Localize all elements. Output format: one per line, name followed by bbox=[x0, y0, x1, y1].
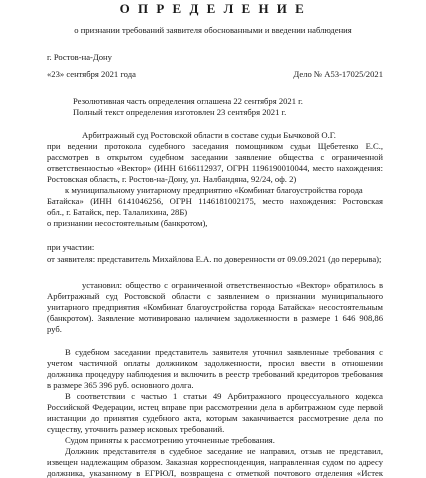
full-text-note: Полный текст определения изготовлен 23 сентября 2021 г. bbox=[73, 107, 287, 117]
body-line: Ростовская область, г. Ростов-на-Дону, ул. Налбандяна, 92/24, оф. 2) bbox=[47, 174, 297, 184]
article-line: существу, уточнить размер исковых требований. bbox=[47, 424, 225, 434]
hearing-line: в размере 365 396 руб. основного долга. bbox=[47, 380, 194, 390]
date-case-row bbox=[47, 69, 383, 79]
body-line: ответственностью «Вектор» (ИНН 6166112937, ОГРН 1196190010044, место нахождения: bbox=[47, 163, 383, 173]
body-line: о признании несостоятельным (банкротом), bbox=[47, 218, 208, 228]
hearing-line: должника процедуру наблюдения и включить в реестр требований кредиторов требования bbox=[47, 369, 383, 379]
established-line: (банкротом). Заявление мотивировано наличием задолженности в размере 1 646 908,86 bbox=[47, 313, 383, 323]
article-line: Судом приняты к рассмотрению уточненные требования. bbox=[65, 435, 275, 445]
article-line: инстанции до принятия судебного акта, которым заканчивается рассмотрение дела по bbox=[47, 413, 383, 423]
city: г. Ростов-на-Дону bbox=[47, 52, 112, 62]
ruling-date: «23» сентября 2021 года bbox=[47, 69, 136, 79]
debtor-line: должника, указанному в ЕГРЮЛ, возвращена с отметкой почтового отделения «Истек bbox=[47, 468, 383, 478]
established-line: унитарного предприятия «Комбинат благоустройства города Батайска» несостоятельным bbox=[47, 302, 383, 312]
body-line: при ведении протокола судебного заседания помощником судьи Щебетенко Е.С., bbox=[47, 141, 383, 151]
case-number: Дело № А53-17025/2021 bbox=[293, 69, 383, 79]
participants-line: от заявителя: представитель Михайлова Е.А. по доверенности от 09.09.2021 (до перерыва); bbox=[47, 254, 382, 264]
operative-part-note: Резолютивная часть определения оглашена 22 сентября 2021 г. bbox=[73, 96, 303, 106]
established-line: руб. bbox=[47, 324, 62, 334]
body-line: обл., г. Батайск, пер. Талалихина, 28Б) bbox=[47, 207, 188, 217]
document-subtitle: о признании требований заявителя обоснованными и введении наблюдения bbox=[74, 25, 352, 35]
hearing-line: В судебном заседании представитель заявителя уточнил заявленные требования с bbox=[65, 347, 383, 357]
debtor-line: извещен надлежащим образом. Заказная корреспонденция, направленная судом по адресу bbox=[47, 457, 383, 467]
established-line: Арбитражный суд Ростовской области с заявлением о признании муниципального bbox=[47, 291, 383, 301]
body-line: к муниципальному унитарному предприятию «Комбинат благоустройства города bbox=[65, 185, 363, 195]
article-line: Российской Федерации, истец вправе при рассмотрении дела в арбитражном суде первой bbox=[47, 402, 383, 412]
debtor-line: Должник представителя в судебное заседание не направил, отзыв не представил, bbox=[65, 446, 383, 456]
established-line: установил: общество с ограниченной ответственностью «Вектор» обратилось в bbox=[82, 280, 383, 290]
body-line: рассмотрев в открытом судебном заседании заявление общества с ограниченной bbox=[47, 152, 383, 162]
hearing-line: учетом частичной оплаты должником задолженности, просил ввести в отношении bbox=[47, 358, 383, 368]
body-line: Батайска» (ИНН 6141046256, ОГРН 1146181002175, место нахождения: Ростовская bbox=[47, 196, 383, 206]
article-line: В соответствии с частью 1 статьи 49 Арбитражного процессуального кодекса bbox=[65, 391, 383, 401]
body-line: Арбитражный суд Ростовской области в составе судьи Бычковой О.Г. bbox=[82, 130, 336, 140]
document-title: О П Р Е Д Е Л Е Н И Е bbox=[119, 1, 307, 16]
participants-heading: при участии: bbox=[47, 242, 95, 252]
